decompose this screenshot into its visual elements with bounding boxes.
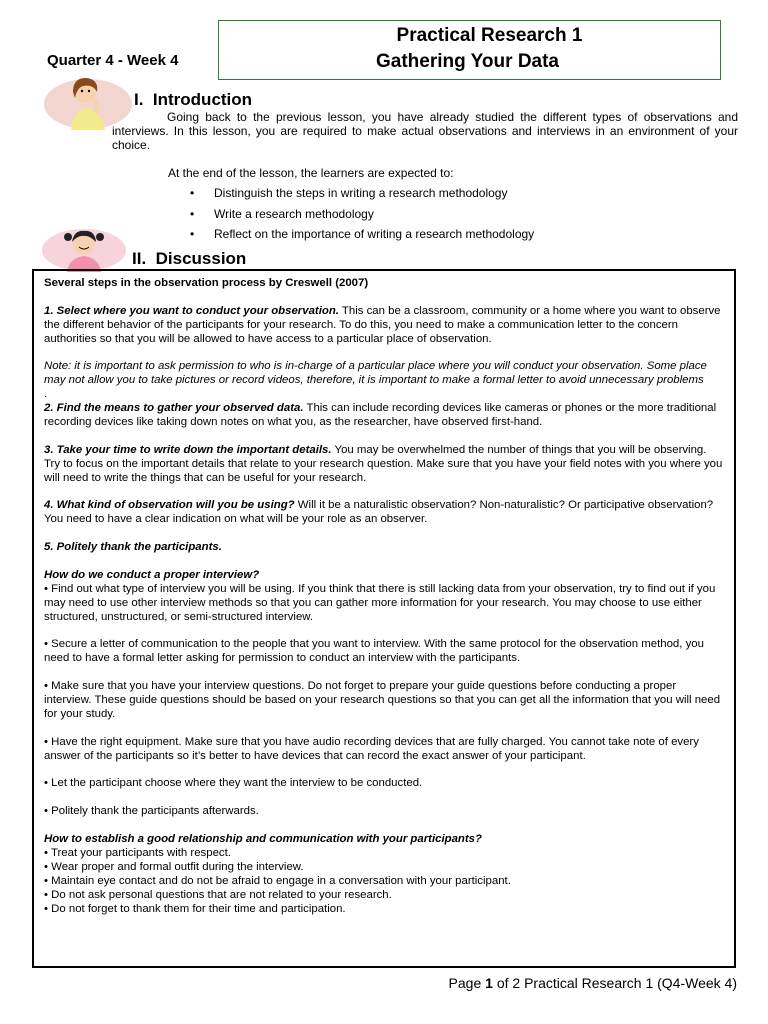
step-1: [44, 305, 724, 347]
page-footer: [449, 975, 737, 991]
interview-item: • Secure a letter of communication to the people that you want to interview. With the same protocol for the observation method, you need to have a formal letter asking for permission to conduct an interview with the participants.: [44, 638, 704, 665]
step-2-lead: 2. Find the means to gather your observed data.: [44, 402, 304, 415]
step-1-text: This can be a classroom, community or a home where you want to observe the different behavior of the participants for your research. To do this, you need to make a communication letter to the concern authorities so that you will be allowed to have access to a particular place of observation.: [44, 304, 721, 345]
interview-item: • Find out what type of interview you will be using. If you think that there is still lacking data from your observation, try to find out if you may need to use other interview methods so that you can gather more information for your research. You may choose to use either structured, unstructured, or semi-structured interview.: [44, 582, 716, 623]
discussion-heading-number: II.: [132, 249, 147, 268]
footer-page-info: of 2 Practical Research 1 (Q4-Week 4): [496, 975, 737, 991]
objective-item: • Distinguish the steps in writing a research methodology: [190, 186, 534, 207]
discussion-heading: [132, 249, 246, 269]
objectives-list: [190, 186, 534, 248]
discussion-heading-label: Discussion: [155, 249, 247, 268]
footer-page-word: Page: [448, 975, 482, 991]
objective-item: • Write a research methodology: [190, 207, 534, 228]
relationship-item: • Do not ask personal questions that are not related to your research.: [44, 888, 392, 901]
step-3: [44, 444, 724, 486]
smiling-girl-illustration: [41, 224, 127, 272]
step-2: [44, 402, 724, 430]
panel-title: Several steps in the observation process by Creswell (2007): [44, 277, 369, 289]
relationship-item: • Treat your participants with respect.: [44, 846, 231, 859]
step-4-lead: 4. What kind of observation will you be using?: [44, 499, 295, 512]
expectation-text: At the end of the lesson, the learners are expected to:: [168, 166, 454, 180]
step-5: 5. Politely thank the participants.: [44, 541, 222, 554]
interview-item: • Make sure that you have your interview questions. Do not forget to prepare your guide questions before conducting a proper interview. These guide questions should be based on your research questions so that you can get all the information that you will need for your study.: [44, 680, 721, 720]
introduction-heading-label: Introduction: [152, 90, 253, 109]
subject-title: Practical Research 1: [396, 25, 583, 46]
note-dot: .: [44, 388, 48, 401]
quarter-label: Quarter 4 - Week 4: [47, 52, 179, 69]
interview-item: • Politely thank the participants afterwards.: [44, 805, 259, 818]
step-3-lead: 3. Take your time to write down the important details.: [44, 443, 332, 456]
introduction-paragraph: Going back to the previous lesson, you have already studied the different types of observations and interviews. In this lesson, you are required to make actual observations and interviews in an environment of your choice.: [112, 110, 738, 152]
footer-page-number: 1: [485, 975, 493, 991]
objective-item: • Reflect on the importance of writing a research methodology: [190, 227, 534, 248]
introduction-heading-number: I.: [134, 90, 144, 109]
relationship-item: • Do not forget to thank them for their time and participation.: [44, 902, 346, 915]
relationship-item: • Maintain eye contact and do not be afraid to engage in a conversation with your participant.: [44, 874, 511, 887]
introduction-heading: [134, 90, 252, 110]
step-3-text: You may be overwhelmed the number of things that you will be observing. Try to focus on the important details that relate to your research question. Make sure that you have your field notes with you where you will need to write the things that can be useful for your research.: [44, 443, 723, 484]
interview-item: • Have the right equipment. Make sure that you have audio recording devices that are fully charged. You cannot take note of every answer of the participants so it’s better to have devices that can record the exact answer of your participant.: [44, 735, 699, 762]
discussion-panel: [32, 269, 736, 968]
title-box: [218, 20, 721, 80]
interview-item: • Let the participant choose where they want the interview to be conducted.: [44, 777, 423, 790]
relationship-heading: How to establish a good relationship and communication with your participants?: [44, 833, 482, 846]
step-4: [44, 499, 724, 527]
step-1-lead: 1. Select where you want to conduct your observation.: [44, 304, 339, 317]
step-2-text: This can include recording devices like cameras or phones or the more traditional recording devices like taking down notes on what you, as the researcher, have observed first-hand.: [44, 402, 717, 429]
interview-heading: How do we conduct a proper interview?: [44, 568, 260, 581]
relationship-item: • Wear proper and formal outfit during the interview.: [44, 860, 304, 873]
step-4-text: Will it be a naturalistic observation? Non-naturalistic? Or participative observation? You need to have a clear indication on what will be your role as an observer.: [44, 499, 714, 526]
topic-title: Gathering Your Data: [376, 51, 559, 72]
permission-note: Note: it is important to ask permission to who is in-charge of a particular place where you will conduct your observation. Some place may not allow you to take pictures or record videos, therefore, it is important to make a formal letter to avoid unnecessary problems: [44, 360, 707, 387]
